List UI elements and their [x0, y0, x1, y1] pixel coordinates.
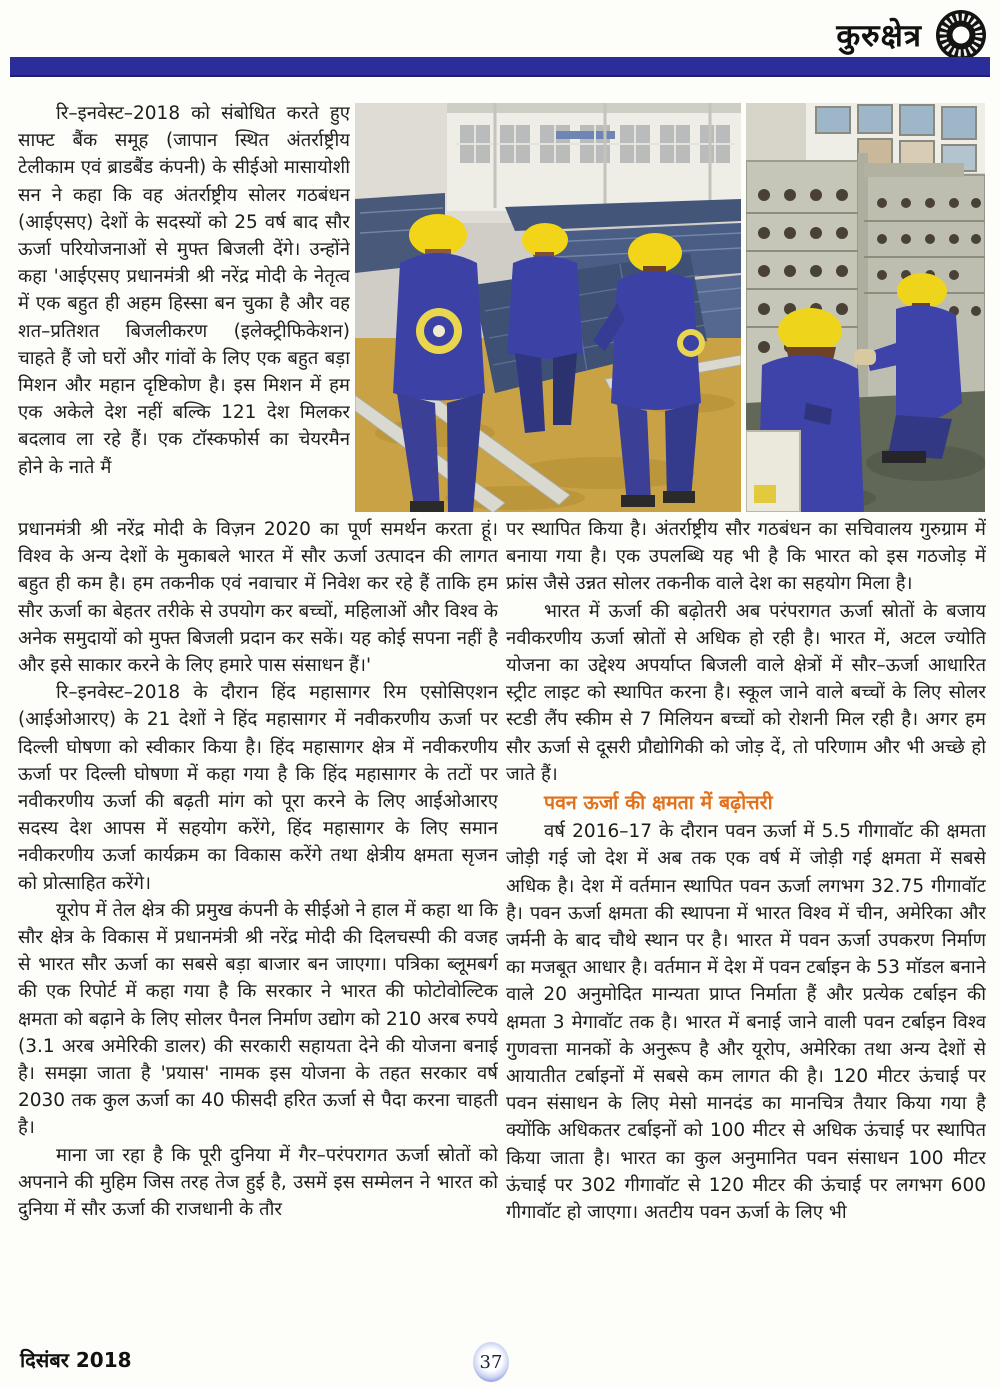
paragraph: यूरोप में तेल क्षेत्र की प्रमुख कंपनी के सीईओ ने हाल में कहा था कि सौर क्षेत्र के विकास में प्रधानमंत्री श्री नरेंद्र मोदी की दिलचस्पी की वजह से भारत सौर ऊर्जा का सबसे बड़ा बाजार बन जाएगा। पत्रिका ब्लूमबर्ग की एक रिपोर्ट में कहा गया है कि सरकार ने भारत की फोटोवोल्टिक क्षमता को बढ़ाने के लिए सोलर पैनल निर्माण उद्योग को 210 अरब रुपये (3.1 अरब अमेरिकी डालर) की सरकारी सहायता देने की योजना बनाई है। समझा जाता है 'प्रयास' नामक इस योजना के तहत सरकार वर्ष 2030 तक कुल ऊर्जा का 40 फीसदी हरित ऊर्जा से पैदा करना चाहती है। [18, 899, 498, 1139]
kurukshetra-wheel-emblem-icon [934, 8, 988, 62]
battery-photo-illustration [746, 103, 985, 512]
masthead [0, 8, 1000, 60]
paragraph: पर स्थापित किया है। अंतर्राष्ट्रीय सौर गठबंधन का सचिवालय गुरुग्राम में बनाया गया है। एक उपलब्धि यह भी है कि भारत को इस गठजोड़ में फ्रांस जैसे उन्नत सोलर तकनीक वाले देश का सहयोग मिला है। [506, 519, 986, 595]
paragraph: रि–इनवेस्ट–2018 को संबोधित करते हुए साफ्ट बैंक समूह (जापान स्थित अंतर्राष्ट्रीय टेलीकाम एवं ब्राडबैंड कंपनी) के सीईओ मासायोशी सन ने कहा कि वह अंतर्राष्ट्रीय सोलर गठबंधन (आईएसए) देशों के सदस्यों को 25 वर्ष बाद सौर ऊर्जा परियोजनाओं से मुफ्त बिजली देंगे। उन्होंने कहा 'आईएसए प्रधानमंत्री श्री नरेंद्र मोदी के नेतृत्व में एक बहुत ही अहम हिस्सा बन चुका है और वह शत–प्रतिशत बिजलीकरण (इलेक्ट्रीफिकेशन) चाहते हैं जो घरों और गांवों के लिए एक बहुत बड़ा मिशन और महान दृष्टिकोण है। इस मिशन में हम एक अकेले देश नहीं बल्कि 121 देश मिलकर बदलाव ला रहे हैं। एक टॉस्कफोर्स का चेयरमैन होने के नाते मैं [18, 103, 350, 478]
factory-building [447, 103, 741, 211]
paragraph: वर्ष 2016–17 के दौरान पवन ऊर्जा में 5.5 गीगावॉट की क्षमता जोड़ी गई जो देश में अब तक एक वर्ष में जोड़ी गई क्षमता में सबसे अधिक है। देश में वर्तमान स्थापित पवन ऊर्जा लगभग 32.75 गीगावॉट है। पवन ऊर्जा क्षमता की स्थापना में भारत विश्व में चीन, अमेरिका और जर्मनी के बाद चौथे स्थान पर है। भारत में पवन ऊर्जा उपकरण निर्माण का मजबूत आधार है। वर्तमान में देश में पवन टर्बाइन के 53 मॉडल बनाने वाले 20 अनुमोदित मान्यता प्राप्त निर्माता हैं और प्रत्येक टर्बाइन की क्षमता 3 मेगावॉट तक है। भारत में बनाई जाने वाली पवन टर्बाइन विश्व गुणवत्ता मानकों के अनुरूप है और यूरोप, अमेरिका तथा अन्य देशों से आयातीत टर्बाइनों में सबसे कम लागत की है। 120 मीटर ऊंचाई पर पवन संसाधन के लिए मेसो मानदंड का मानचित्र तैयार किया गया है क्योंकि अधिकतर टर्बाइनों को 100 मीटर से अधिक ऊंचाई पर स्थापित किया जाता है। भारत का कुल अनुमानित पवन संसाधन 100 मीटर ऊंचाई पर 302 गीगावॉट से 120 मीटर की ऊंचाई पर लगभग 600 गीगावॉट हो जाएगा। अतटीय पवन ऊर्जा के लिए भी [506, 821, 986, 1224]
header-accent-bar [10, 57, 990, 77]
paragraph: भारत में ऊर्जा की बढ़ोतरी अब परंपरागत ऊर्जा स्रोतों के बजाय नवीकरणीय ऊर्जा स्रोतों से अधिक हो रही है। भारत में, अटल ज्योति योजना का उद्देश्य अपर्याप्त बिजली वाले क्षेत्रों में सौर–ऊर्जा आधारित स्ट्रीट लाइट को स्थापित करना है। स्कूल जाने वाले बच्चों के लिए सोलर स्टडी लैंप स्कीम से 7 मिलियन बच्चों को रोशनी मिल रही है। अगर हम सौर ऊर्जा से दूसरी प्रौद्योगिकी को जोड़ दें, तो परिणाम और भी अच्छे हो जाते हैं। [506, 600, 986, 785]
article-column-left [18, 516, 498, 1334]
article-column-right [506, 516, 986, 1334]
article-column-left-top [18, 100, 350, 514]
wind-energy-section-heading: पवन ऊर्जा की क्षमता में बढ़ोत्तरी [544, 791, 773, 815]
issue-date: दिसंबर 2018 [20, 1348, 132, 1372]
paragraph: प्रधानमंत्री श्री नरेंद्र मोदी के विज़न 2020 का पूर्ण समर्थन करता हूं। विश्व के अन्य देशों के मुकाबले भारत में सौर ऊर्जा उत्पादन की लागत बहुत ही कम है। हम तकनीक एवं नवाचार में निवेश कर रहे हैं ताकि हम सौर ऊर्जा का बेहतर तरीके से उपयोग कर बच्चों, महिलाओं और विश्व के अनेक समुदायों को मुफ्त बिजली प्रदान कर सकें। यह कोई सपना नहीं है और इसे साकार करने के लिए हमारे पास संसाधन हैं।' [18, 519, 498, 677]
equipment-cabinet [746, 431, 800, 512]
paragraph: माना जा रहा है कि पूरी दुनिया में गैर–परंपरागत ऊर्जा स्रोतों को अपनाने की मुहिम जिस तरह तेज हुई है, उसमें इस सम्मेलन ने भारत को दुनिया में सौर ऊर्जा की राजधानी के तौर [18, 1144, 498, 1221]
solar-installation-photo [355, 103, 741, 512]
battery-room-photo [746, 103, 985, 512]
solar-photo-illustration [355, 103, 741, 512]
paragraph: रि–इनवेस्ट–2018 के दौरान हिंद महासागर रिम एसोसिएशन (आईओआरए) के 21 देशों ने हिंद महासागर में नवीकरणीय ऊर्जा पर दिल्ली घोषणा को स्वीकार किया है। हिंद महासागर क्षेत्र में नवीकरणीय ऊर्जा पर दिल्ली घोषणा में कहा गया है कि हिंद महासागर के तटों पर नवीकरणीय ऊर्जा की बढ़ती मांग को पूरा करने के लिए आईओआरए सदस्य देश आपस में सहयोग करेंगे, हिंद महासागर के लिए समान नवीकरणीय ऊर्जा कार्यक्रम का विकास करेंगे तथा क्षेत्रीय क्षमता सृजन को प्रोत्साहित करेंगे। [18, 682, 498, 894]
magazine-title: कुरुक्षेत्र [836, 18, 922, 54]
page-number-badge [473, 1342, 509, 1382]
page-number: 37 [479, 1351, 503, 1373]
